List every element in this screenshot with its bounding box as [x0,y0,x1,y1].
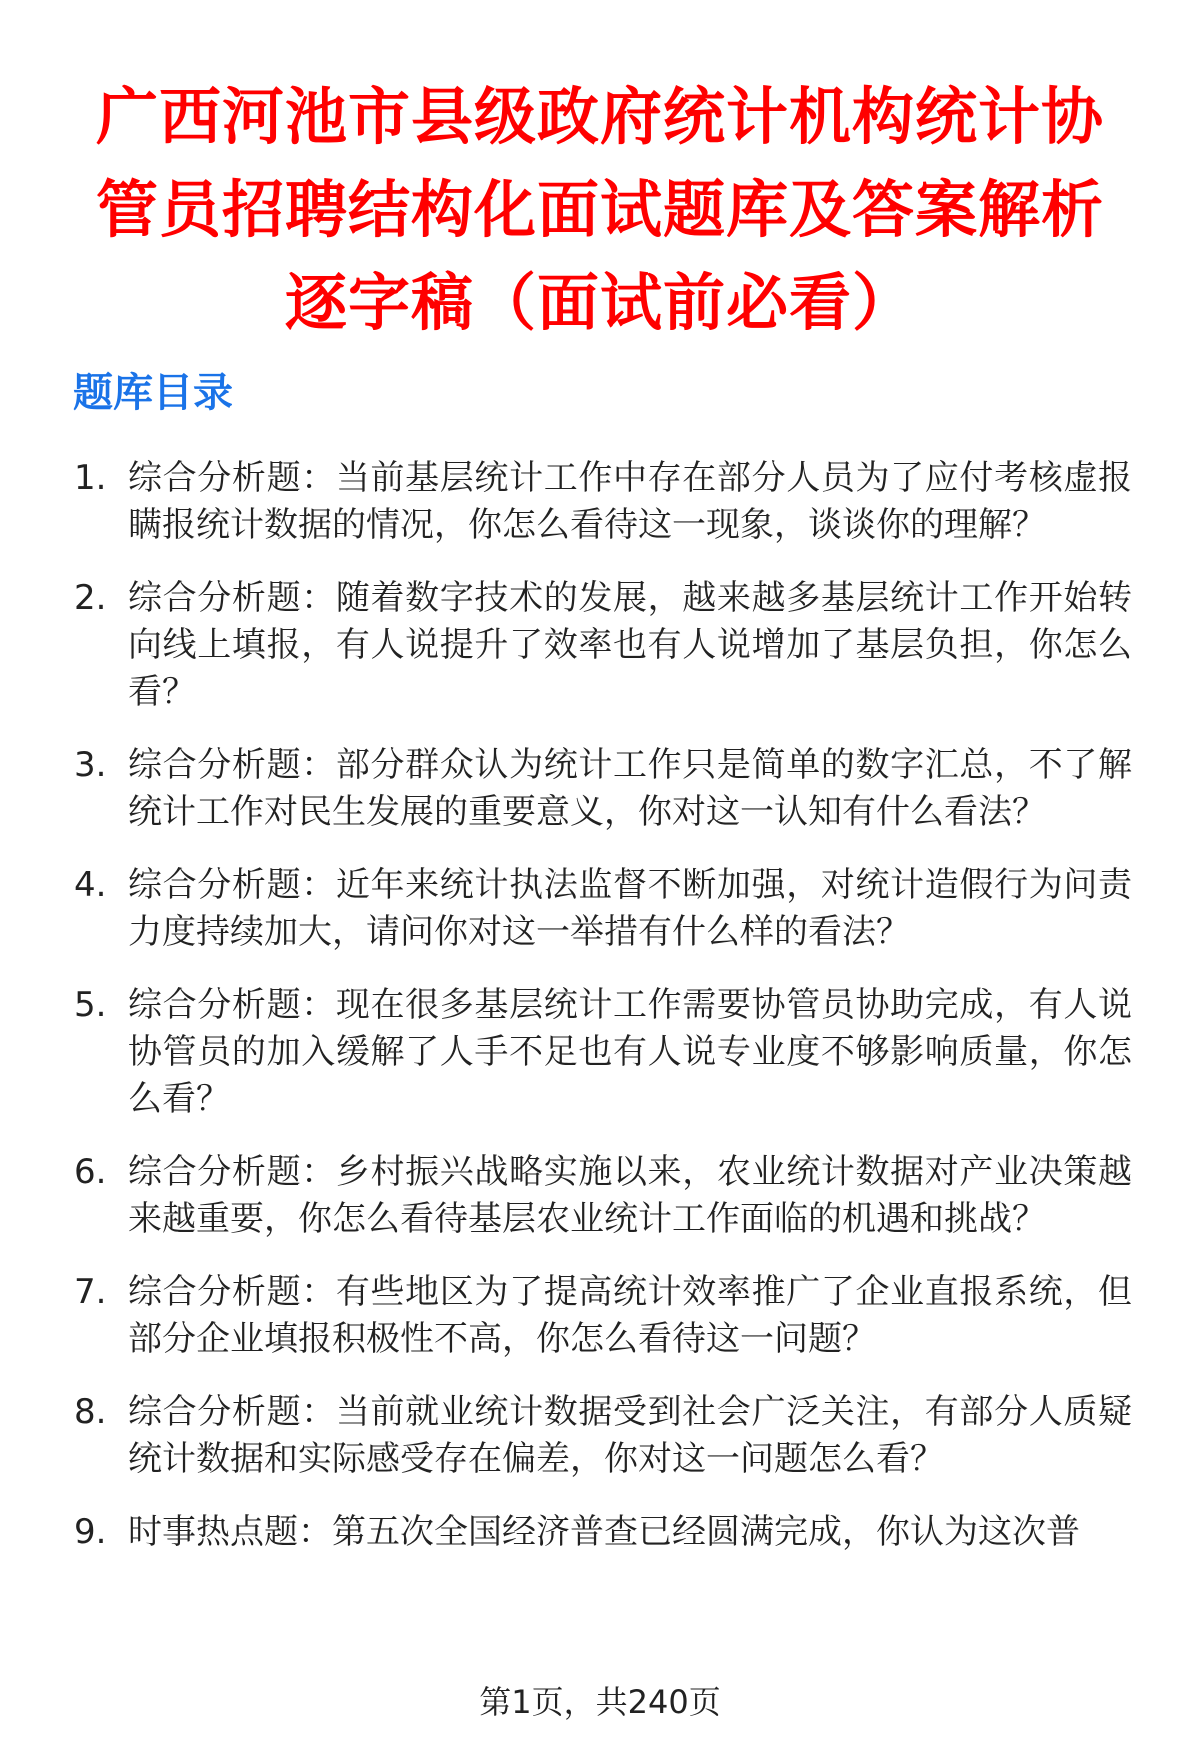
toc-item-text: 时事热点题：第五次全国经济普查已经圆满完成，你认为这次普 [128,1512,1080,1552]
toc-item-2 [70,575,1132,716]
toc-item-text: 综合分析题：当前就业统计数据受到社会广泛关注，有部分人质疑统计数据和实际感受存在偏差，你对这一问题怎么看？ [128,1392,1132,1479]
toc-item-number: 7. [74,1272,107,1312]
toc-item-7 [70,1269,1132,1363]
toc-item-number: 3. [74,745,107,785]
toc-item-9 [70,1509,1132,1556]
toc-item-8 [70,1389,1132,1483]
toc-item-text: 综合分析题：现在很多基层统计工作需要协管员协助完成，有人说协管员的加入缓解了人手不足也有人说专业度不够影响质量，你怎么看？ [128,985,1132,1119]
toc-item-number: 6. [74,1152,107,1192]
toc-item-text: 综合分析题：乡村振兴战略实施以来，农业统计数据对产业决策越来越重要，你怎么看待基层农业统计工作面临的机遇和挑战？ [128,1152,1132,1239]
toc-item-text: 综合分析题：当前基层统计工作中存在部分人员为了应付考核虚报瞒报统计数据的情况，你怎么看待这一现象，谈谈你的理解？ [128,458,1132,545]
toc-item-number: 9. [74,1512,107,1552]
toc-item-5 [70,982,1132,1123]
toc-item-text: 综合分析题：近年来统计执法监督不断加强，对统计造假行为问责力度持续加大，请问你对这一举措有什么样的看法？ [128,865,1132,952]
toc-list [70,455,1132,1582]
toc-item-3 [70,742,1132,836]
toc-item-number: 4. [74,865,107,905]
page-number-footer: 第1页，共240页 [479,1683,721,1721]
toc-item-1 [70,455,1132,549]
toc-item-number: 8. [74,1392,107,1432]
toc-item-text: 综合分析题：部分群众认为统计工作只是简单的数字汇总，不了解统计工作对民生发展的重要意义，你对这一认知有什么看法？ [128,745,1132,832]
document-title: 广西河池市县级政府统计机构统计协管员招聘结构化面试题库及答案解析逐字稿（面试前必看） [95,80,1104,339]
toc-item-number: 1. [74,458,107,498]
toc-item-number: 5. [74,985,107,1025]
toc-heading: 题库目录 [73,370,233,416]
toc-item-4 [70,862,1132,956]
toc-item-6 [70,1149,1132,1243]
toc-item-text: 综合分析题：有些地区为了提高统计效率推广了企业直报系统，但部分企业填报积极性不高，你怎么看待这一问题？ [128,1272,1132,1359]
toc-item-number: 2. [74,578,107,618]
toc-item-text: 综合分析题：随着数字技术的发展，越来越多基层统计工作开始转向线上填报，有人说提升了效率也有人说增加了基层负担，你怎么看？ [128,578,1132,712]
